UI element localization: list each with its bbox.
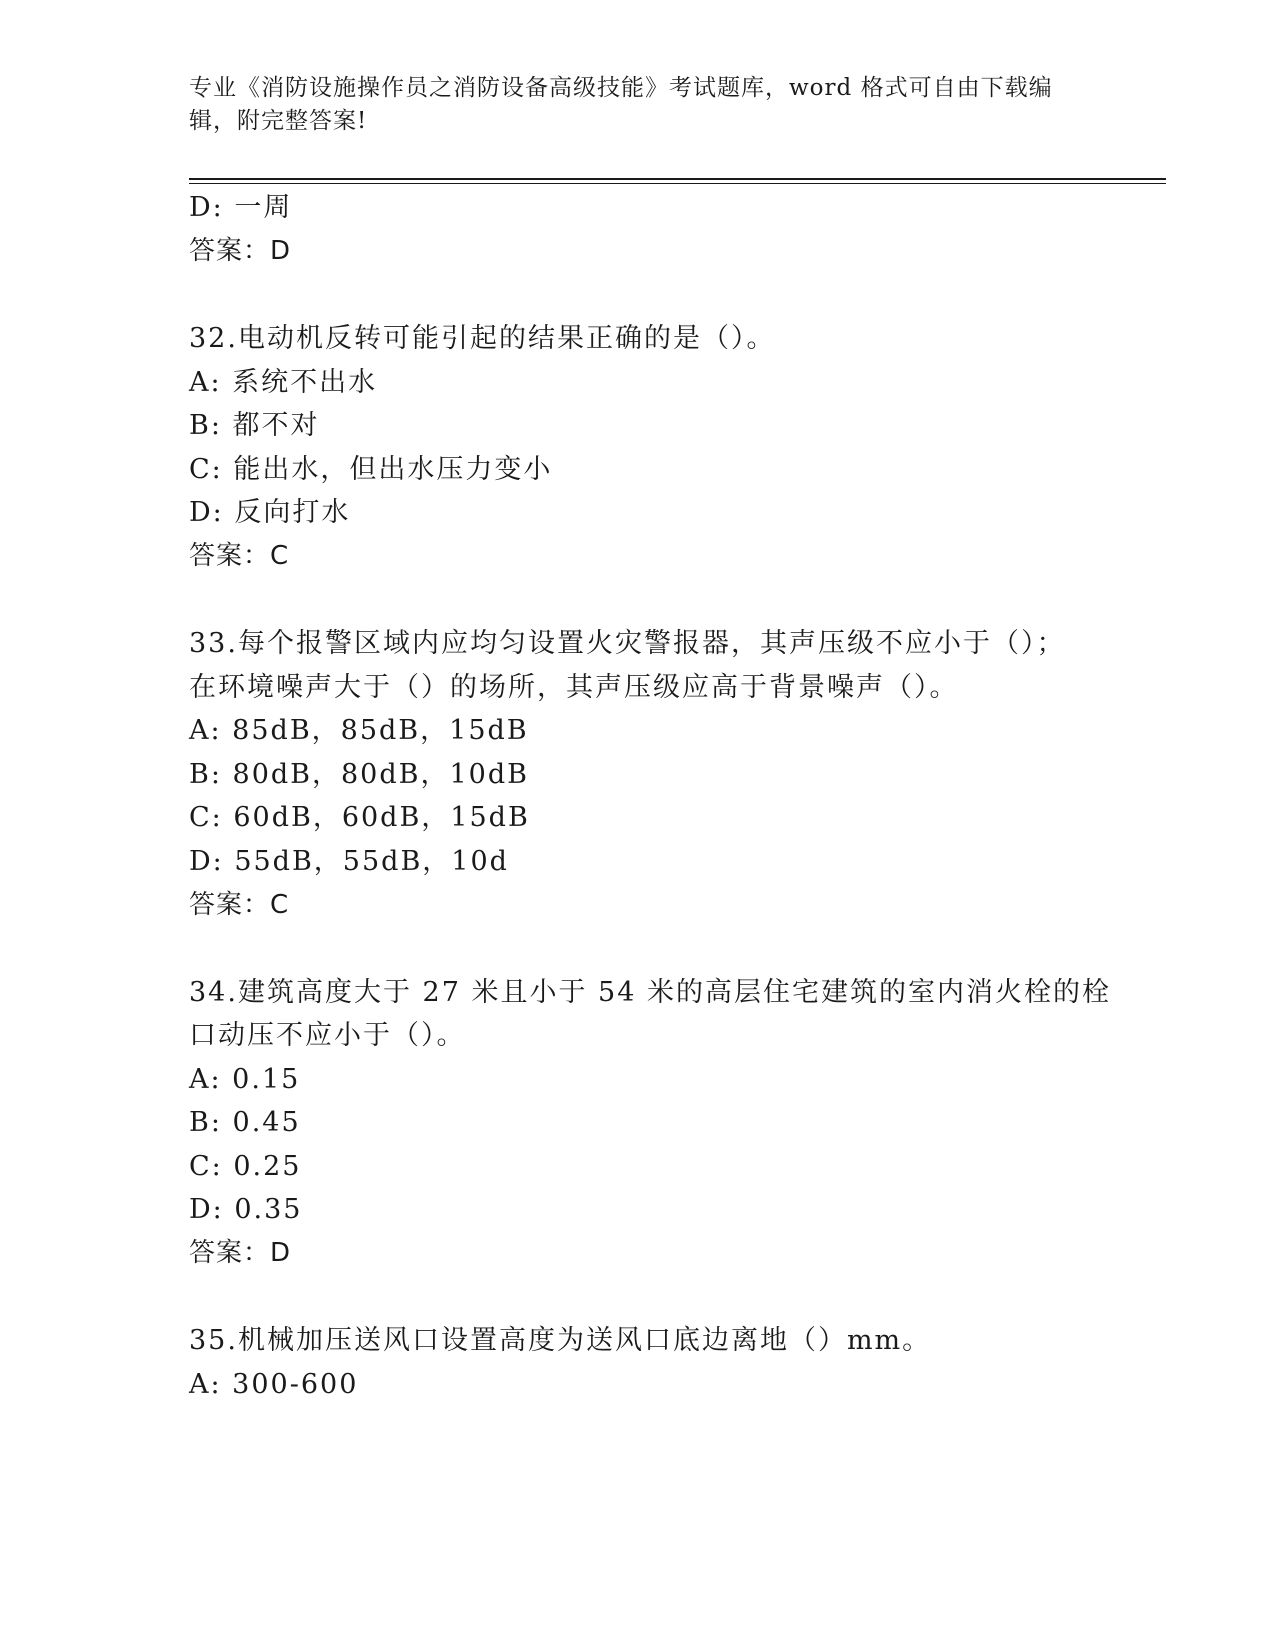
q32-option-d: D: 反向打水 — [189, 497, 351, 528]
header-line-2: 辑，附完整答案! — [189, 108, 368, 134]
q33-stem-line-2: 在环境噪声大于（）的场所，其声压级应高于背景噪声（）。 — [189, 672, 959, 703]
header-rule-thin — [189, 183, 1166, 184]
q35-option-a: A: 300-600 — [189, 1369, 359, 1400]
q34-stem-line-1: 34.建筑高度大于 27 米且小于 54 米的高层住宅建筑的室内消火栓的栓 — [189, 977, 1111, 1008]
prev-option-d: D: 一周 — [189, 192, 293, 223]
header-rule-thick — [189, 178, 1166, 180]
q32-answer: 答案：C — [189, 541, 290, 571]
q34-option-c: C: 0.25 — [189, 1151, 302, 1182]
q34-answer: 答案：D — [189, 1238, 292, 1268]
q34-option-a: A: 0.15 — [189, 1064, 301, 1095]
prev-answer: 答案：D — [189, 236, 292, 266]
q33-option-b: B: 80dB，80dB，10dB — [189, 759, 529, 790]
q34-stem-line-2: 口动压不应小于（）。 — [189, 1020, 466, 1051]
q34-option-d: D: 0.35 — [189, 1194, 303, 1225]
q35-stem: 35.机械加压送风口设置高度为送风口底边离地（）mm。 — [189, 1325, 932, 1356]
document-header — [189, 72, 1089, 138]
q32-option-a: A: 系统不出水 — [189, 367, 378, 398]
q33-option-a: A: 85dB，85dB，15dB — [189, 715, 529, 746]
q33-option-d: D: 55dB，55dB，10d — [189, 846, 509, 877]
q33-stem-line-1: 33.每个报警区域内应均匀设置火灾警报器，其声压级不应小于（）； — [189, 628, 1066, 659]
q32-option-b: B: 都不对 — [189, 410, 320, 441]
q32-stem: 32.电动机反转可能引起的结果正确的是（）。 — [189, 323, 776, 354]
header-line-1: 专业《消防设施操作员之消防设备高级技能》考试题库，word 格式可自由下载编 — [189, 75, 1053, 101]
q34-option-b: B: 0.45 — [189, 1107, 301, 1138]
q33-answer: 答案：C — [189, 890, 290, 920]
q33-option-c: C: 60dB，60dB，15dB — [189, 802, 530, 833]
q32-option-c: C: 能出水，但出水压力变小 — [189, 454, 553, 485]
